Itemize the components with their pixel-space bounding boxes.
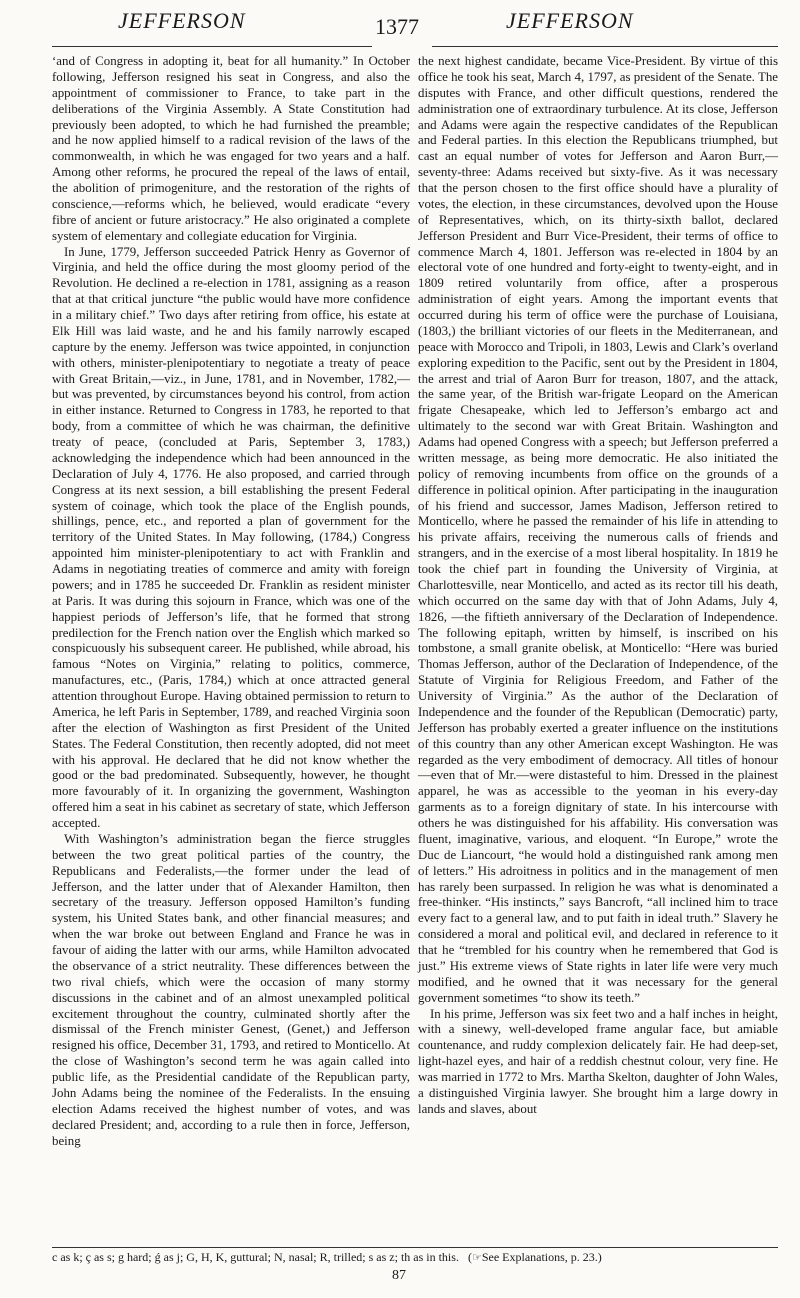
page-number-top: 1377 <box>375 14 419 39</box>
page-header <box>0 0 800 50</box>
paragraph: In June, 1779, Jefferson succeeded Patrick Henry as Governor of Virginia, and held the office during the most gloomy period of the Revolution. He declined a re-election in 1781, assigning as a reason that at that critical juncture “the public would have more confidence in a military chief.” Two days after retiring from office, his estate at Elk Hill was laid waste, and he and his family narrowly escaped capture by the enemy. Jefferson was twice appointed, in conjunction with others, minister-plenipotentiary to negotiate a treaty of peace with Great Britain,—viz., in June, 1781, and in November, 1782,—but was prevented, by circumstances beyond his control, from action in either instance. Returned to Congress in 1783, he reported to that body, from a committee of which he was chairman, the definitive treaty of peace, (concluded at Paris, September 3, 1783,) acknowledging the independence which had been announced in the Declaration of July 4, 1776. He also proposed, and carried through Congress at its next session, a bill establishing the present Federal system of coinage, which took the place of the English pounds, shillings, pence, etc., and reported a plan of government for the territory of the United States. In May following, (1784,) Congress appointed him minister-plenipotentiary to act with Franklin and Adams in negotiating treaties of commerce and amity with foreign powers; and in 1785 he succeeded Dr. Franklin as resident minister at Paris. It was during this sojourn in France, which was one of the happiest periods of Jefferson’s life, that he formed that strong predilection for the French nation over the English which marked so conspicuously his subsequent career. He published, while abroad, his famous “Notes on Virginia,” relating to politics, commerce, manufactures, etc., (Paris, 1784,) which at once attracted general attention throughout Europe. Having obtained permission to return to America, he left Paris in September, 1789, and reached Virginia soon after the election of Washington as first President of the United States. The Federal Constitution, then recently adopted, did not meet with his approval. He declared that he did not know whether the good or the bad predominated. Subsequently, however, he thought more favourably of it. In organizing the government, Washington offered him a seat in his cabinet as secretary of state, which Jefferson accepted. <box>52 244 410 830</box>
page-number-bottom: 87 <box>392 1268 406 1283</box>
paragraph: the next highest candidate, became Vice-President. By virtue of this office he took his seat, March 4, 1797, as president of the Senate. The disputes with France, and other difficult questions, rendered the administration one of extraordinary turbulence. At its close, Jefferson and Adams were again the respective candidates of the Republican and Federal parties. In this election the Republicans triumphed, but cast an equal number of votes for Jefferson and Aaron Burr,—seventy-three: Adams received but sixty-five. As it was necessary that the person chosen to the first office should have a plurality of votes, the election, in these circumstances, devolved upon the House of Representatives, which, on its thirty-sixth ballot, declared Jefferson President and Burr Vice-President, their terms of office to commence March 4, 1801. Jefferson was re-elected in 1804 by an electoral vote of one hundred and forty-eight to twenty-eight, and in 1809 retired voluntarily from office, after a prosperous administration of eight years. Among the important events that occurred during his term of office were the purchase of Louisiana, (1803,) the brilliant victories of our fleets in the Mediterranean, and peace with Morocco and Tripoli, in 1803, Lewis and Clark’s overland exploring expedition to the Pacific, sent out by the President in 1804, the arrest and trial of Aaron Burr for treason, 1807, and the attack, the same year, of the British war-frigate Leopard on the American frigate Chesapeake, which led to Jefferson’s embargo act and ultimately to the second war with Great Britain. Washington and Adams had opened Congress with a speech; but Jefferson preferred a written message, as being more democratic. He also initiated the policy of removing incumbents from office on the grounds of a difference in political opinion. After participating in the inauguration of his friend and successor, James Madison, Jefferson retired to Monticello, where he passed the remainder of his life in attending to his private affairs, receiving the numerous calls of friends and strangers, and in the exercise of a most liberal hospitality. In 1819 he took the chief part in founding the University of Virginia, at Charlottesville, near Monticello, and acted as its rector till his death, which occurred on the same day with that of John Adams, July 4, 1826, —the fiftieth anniversary of the Declaration of Independence. The following epitaph, written by himself, is inscribed on his tombstone, a small granite obelisk, at Monticello: “Here was buried Thomas Jefferson, author of the Declaration of Independence, of the Statute of Virginia for Religious Freedom, and Father of the University of Virginia.” As the author of the Declaration of Independence and the founder of the Republican (Democratic) party, Jefferson has probably exerted a greater influence on the institutions of this country than any other American except Washington. He was regarded as the very embodiment of democracy. All titles of honour—even that of Mr.—were distasteful to him. Dressed in the plainest apparel, he was as accessible to the yeoman in his every-day garments as to a foreign dignitary of state. In his intercourse with others he was distinguished for his affability. His conversation was fluent, imaginative, various, and eloquent. “In Europe,” wrote the Duc de Liancourt, “he would hold a distinguished rank among men of letters.” His adroitness in politics and in the management of men has rarely been surpassed. In religion he was what is denominated a free-thinker. “His instincts,” says Bancroft, “all inclined him to trace every fact to a general law, and to put faith in ideal truth.” Slavery he considered a moral and political evil, and declared in reference to it that he “trembled for his country when he remembered that God is just.” His extreme views of State rights in later life were very much modified, and he owned that it was necessary for the general government sometimes “to show its teeth.” <box>418 54 778 1005</box>
footer-rule <box>52 1247 778 1248</box>
left-column <box>52 54 410 1149</box>
paragraph: In his prime, Jefferson was six feet two and a half inches in height, with a sinewy, well-developed frame angular face, but amiable countenance, and ruddy complexion delicately fair. He had deep-set, light-hazel eyes, and hair of a reddish chestnut colour, very fine. He was married in 1772 to Mrs. Martha Skelton, daughter of John Wales, a distinguished Virginia lawyer. She brought him a large dowry in lands and slaves, about <box>418 1006 778 1116</box>
paragraph: ‘and of Congress in adopting it, beat for all humanity.” In October following, Jefferson resigned his seat in Congress, and also the appointment of commissioner to France, to take part in the deliberations of the Virginia Assembly. A State Constitution had previously been adopted, to which he had furnished the preamble; and he now applied himself to a radical revision of the laws of the commonwealth, in which he was engaged for two years and a half. Among other reforms, he procured the repeal of the laws of entail, the abolition of primogeniture, and the restoration of the rights of conscience,—reforms which, he believed, would eradicate “every fibre of ancient or future aristocracy.” He also originated a complete system of elementary and collegiate education for Virginia. <box>52 54 410 243</box>
pronunciation-key <box>52 1250 778 1265</box>
header-rule-right <box>432 46 778 47</box>
note-open: ( <box>467 1250 472 1264</box>
header-rule-left <box>52 46 372 47</box>
running-head-left: JEFFERSON <box>118 8 246 33</box>
explanations-note: See Explanations, p. 23.) <box>481 1250 602 1264</box>
pronunciation-key-text: c as k; ç as s; g hard; ǵ as j; G, H, K, guttural; N, nasal; R, trilled; s as z; th as in this. <box>52 1250 459 1264</box>
paragraph: With Washington’s administration began the fierce struggles between the two great political parties of the country, the Republicans and Federalists,—the former under the lead of Jefferson, and the latter under that of Alexander Hamilton, then secretary of the treasury. Jefferson opposed Hamilton’s funding system, his United States bank, and other financial measures; and when the war broke out between England and France he was in favour of aiding the latter with our arms, while Hamilton advocated the observance of a strict neutrality. These differences between the two rival chiefs, which were the occasion of many stormy discussions in the cabinet and of an almost unexampled political excitement throughout the country, culminated shortly after the dismissal of the French minister Genest, (Genet,) and Jefferson resigned his office, December 31, 1793, and retired to Monticello. At the close of Washington’s second term he was again called into public life, as the Presidential candidate of the Republican party, John Adams being the nominee of the Federalists. In the ensuing election Adams received the highest number of votes, and was declared President; and, according to a rule then in force, Jefferson, being <box>52 831 410 1148</box>
right-column <box>418 54 778 1118</box>
pointing-hand-icon: ☞ <box>471 1252 482 1264</box>
running-head-right: JEFFERSON <box>506 8 634 33</box>
